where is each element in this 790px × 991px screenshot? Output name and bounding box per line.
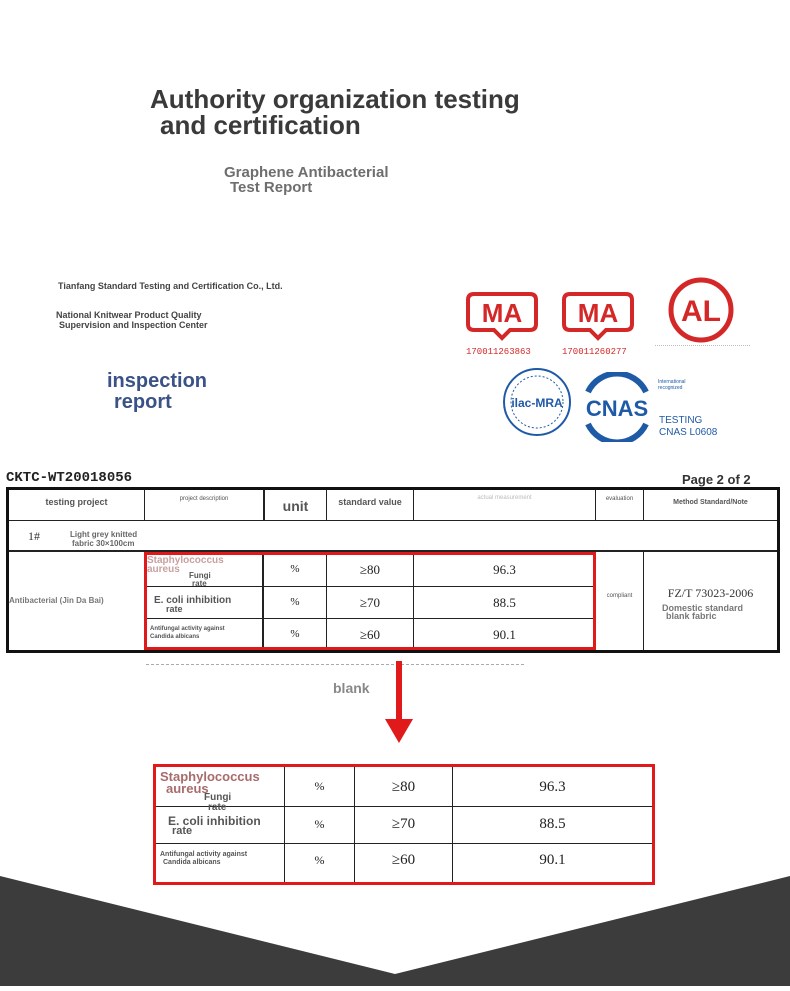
- cal-logo-text: AL: [681, 295, 721, 328]
- zoom-row1-standard: ≥80: [391, 779, 416, 795]
- ilac-mra-logo: [502, 364, 572, 447]
- sample-desc-line-1: Light grey knitted: [70, 530, 138, 539]
- sample-id: 1#: [28, 529, 40, 543]
- dashed-divider: [146, 664, 524, 665]
- org-tianfang: Tianfang Standard Testing and Certification Co., Ltd.: [58, 281, 283, 291]
- row3-unit: %: [290, 628, 300, 640]
- cnas-testing-label: [659, 415, 717, 439]
- zoom-row1-name-a: Staphylococcus: [160, 769, 260, 784]
- inspection-line-1: inspection: [107, 370, 208, 392]
- row1-name-a: Staphylococcus: [147, 555, 224, 566]
- row2-name-b: rate: [166, 604, 183, 614]
- title-line-1: Authority organization testing: [150, 84, 520, 114]
- row2-name-a: E. coli inhibition: [154, 595, 232, 606]
- ilac-logo-text: ilac-MRA: [511, 396, 563, 410]
- row1-unit: %: [290, 563, 300, 575]
- header-unit: unit: [282, 498, 309, 514]
- cnas-icon: [578, 372, 656, 442]
- cma-icon: [562, 290, 634, 342]
- cnas-caption: International recognized: [658, 379, 686, 391]
- cal-icon: [666, 277, 736, 347]
- page-indicator: Page 2 of 2: [682, 472, 751, 487]
- title-line-2: and certification: [160, 110, 361, 140]
- zoom-row3-unit: %: [314, 853, 325, 867]
- org-knitwear: [56, 310, 208, 330]
- method-note-line-1: Domestic standard: [662, 603, 744, 613]
- header-evaluation: evaluation: [605, 496, 634, 502]
- zoom-row1-fungi: Fungi: [204, 792, 232, 803]
- row2-standard: ≥70: [359, 595, 381, 610]
- table-header-row: [9, 490, 777, 520]
- row2-unit: %: [290, 596, 300, 608]
- down-arrow-icon: [385, 661, 413, 750]
- evaluation-value: compliant: [606, 593, 633, 599]
- inspection-report-label: [107, 371, 207, 413]
- method-note-line-2: blank fabric: [666, 611, 717, 621]
- row2-value: 88.5: [493, 595, 516, 610]
- cnas-logo-text: CNAS: [585, 396, 649, 421]
- highlight-box: [144, 552, 596, 650]
- cma-logo-2: [562, 290, 634, 347]
- zoom-row3-value: 90.1: [539, 852, 566, 868]
- header-measured: actual measurement: [477, 495, 532, 501]
- row3-value: 90.1: [493, 627, 516, 642]
- cma-icon: [466, 290, 538, 342]
- sample-desc-line-2: fabric 30×100cm: [72, 539, 135, 548]
- zoom-row3-standard: ≥60: [391, 852, 416, 868]
- header-standard-value: standard value: [338, 497, 402, 507]
- zoom-row2-name-b: rate: [172, 825, 193, 837]
- zoom-row3-name-b: Candida albicans: [163, 859, 221, 866]
- row1-standard: ≥80: [359, 562, 381, 577]
- zoom-row2-unit: %: [314, 817, 325, 831]
- testing-text: TESTING: [659, 415, 703, 426]
- category-label: Antibacterial (Jin Da Bai): [9, 596, 104, 605]
- row1-value: 96.3: [493, 562, 516, 577]
- zoom-row1-rate: rate: [208, 802, 227, 813]
- zoom-highlight-box: [153, 764, 655, 885]
- report-subtitle: [224, 165, 389, 195]
- zoom-row1-unit: %: [314, 779, 325, 793]
- row3-name-b: Candida albicans: [150, 634, 200, 640]
- row1-name-b: aureus: [147, 564, 180, 575]
- sample-description: [70, 530, 137, 548]
- method-note: [656, 604, 743, 620]
- footer-banner: [0, 876, 790, 986]
- cal-logo: [666, 277, 736, 352]
- zoom-row3-name-a: Antifungal activity against: [160, 851, 248, 858]
- method-code: FZ/T 73023-2006: [667, 586, 754, 600]
- subtitle-line-2: Test Report: [230, 179, 313, 196]
- report-code: CKTC-WT20018056: [6, 470, 133, 486]
- cnas-number: CNAS L0608: [659, 427, 718, 438]
- cma-2-logo-text: MA: [577, 298, 619, 328]
- cal-caption-line: [655, 345, 750, 346]
- row1-rate: rate: [192, 579, 207, 588]
- cma-number-2: 170011260277: [562, 347, 627, 357]
- org-knitwear-line-2: Supervision and Inspection Center: [59, 320, 208, 330]
- subtitle-line-1: Graphene Antibacterial: [224, 164, 389, 181]
- row1-fungi: Fungi: [189, 571, 211, 580]
- cnas-logo: [578, 372, 656, 447]
- zoom-row1-name-b: aureus: [166, 781, 209, 796]
- zoom-row2-name-a: E. coli inhibition: [168, 814, 261, 828]
- cma-logo-1: [466, 290, 538, 347]
- row3-standard: ≥60: [359, 627, 381, 642]
- cma-1-logo-text: MA: [481, 298, 523, 328]
- ilac-icon: [502, 364, 572, 442]
- org-knitwear-line-1: National Knitwear Product Quality: [56, 310, 202, 320]
- zoom-row2-value: 88.5: [539, 816, 566, 832]
- header-project-description: project description: [179, 496, 229, 502]
- zoom-row1-value: 96.3: [539, 779, 566, 795]
- blank-label: blank: [333, 680, 370, 696]
- header-method: Method Standard/Note: [673, 499, 748, 506]
- page-title: [150, 86, 520, 138]
- zoom-row2-standard: ≥70: [391, 816, 416, 832]
- header-testing-project: testing project: [45, 497, 108, 507]
- row3-name-a: Antifungal activity against: [150, 626, 225, 632]
- cma-number-1: 170011263863: [466, 347, 531, 357]
- inspection-line-2: report: [114, 391, 172, 413]
